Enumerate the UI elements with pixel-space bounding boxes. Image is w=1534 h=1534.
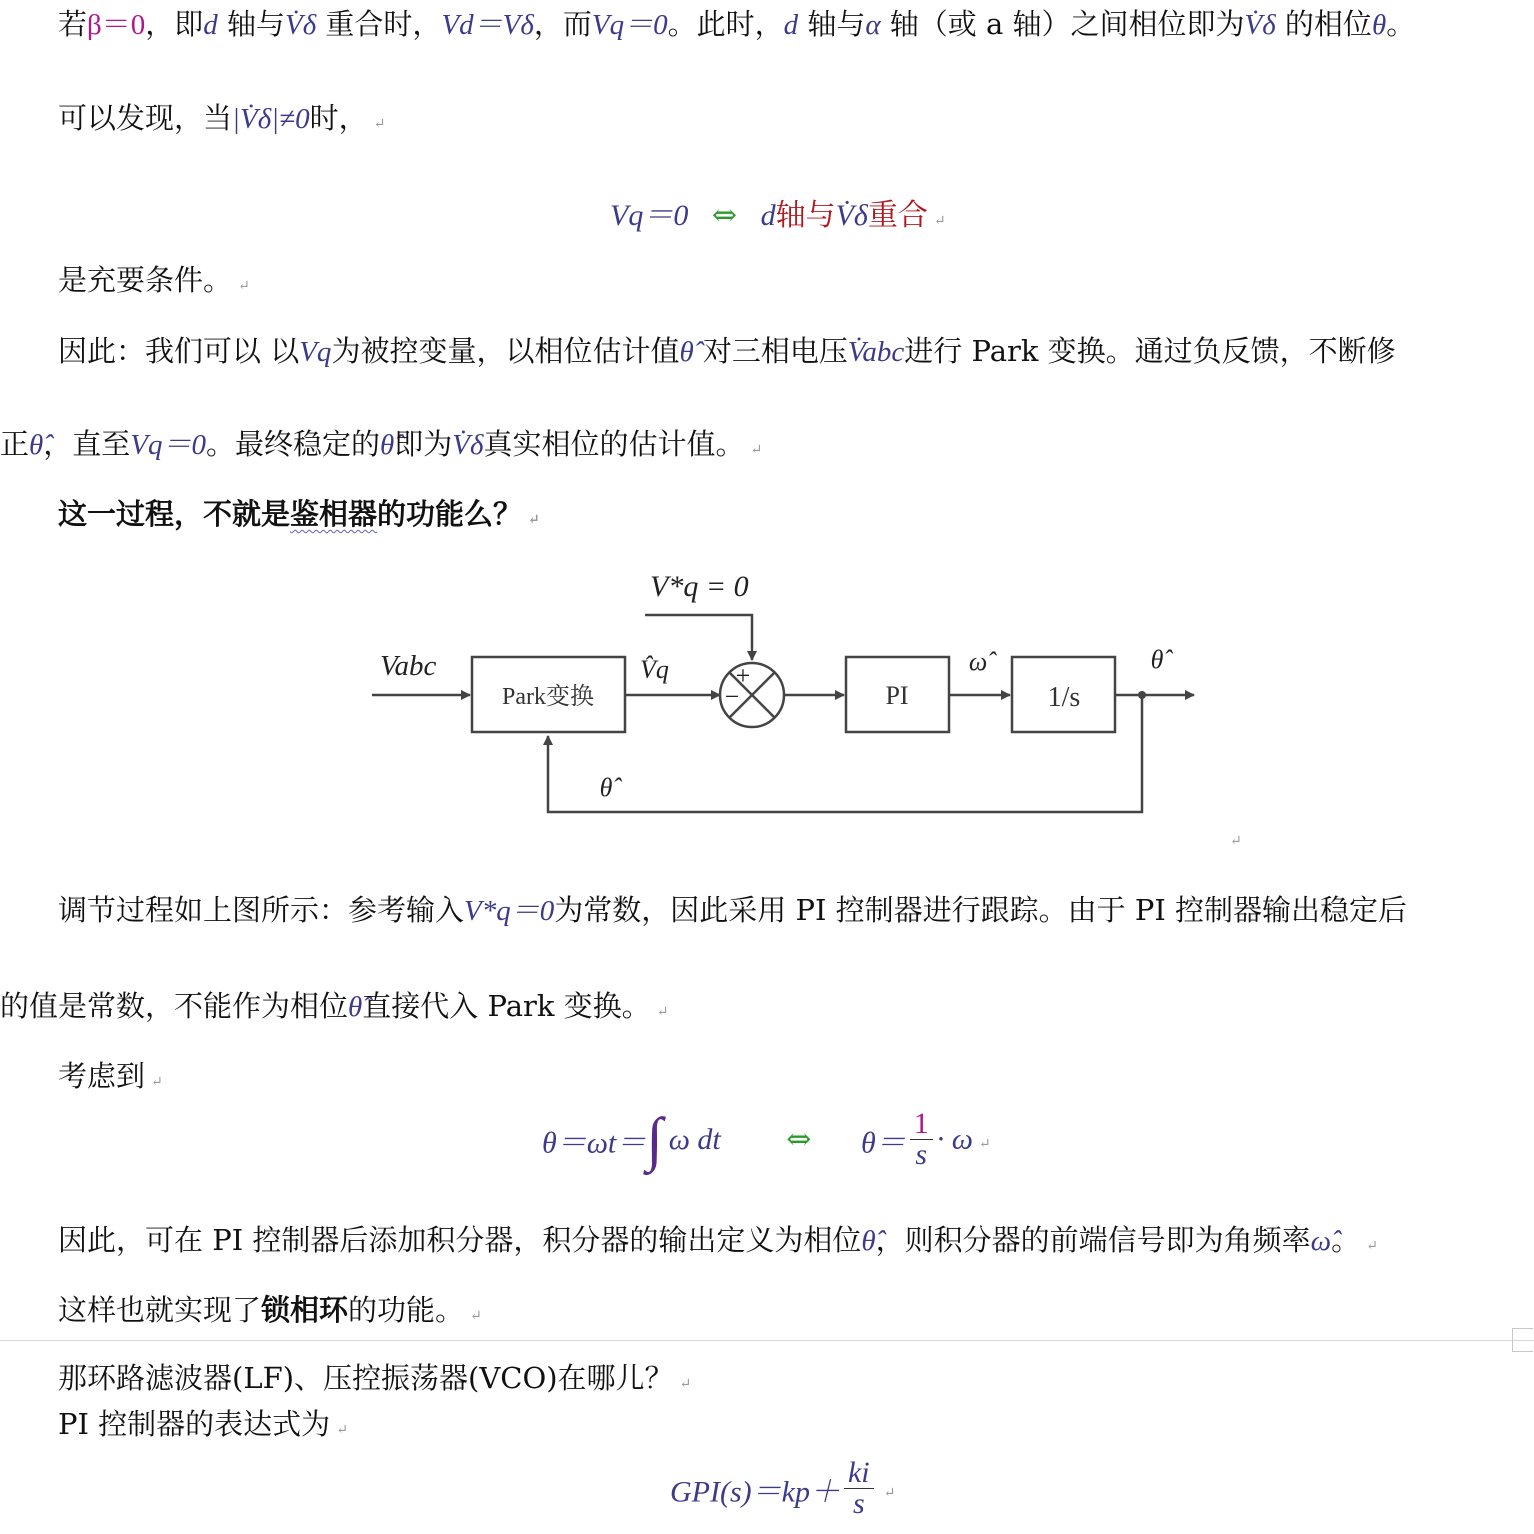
paragraph-5 (0, 424, 762, 470)
paragraph-mark: ↵ (750, 442, 763, 458)
math: V̇δ (835, 199, 868, 232)
text: 的相位 (1275, 7, 1372, 41)
text: 这一过程，不就是 (58, 497, 291, 531)
text: 为常数，因此采用 PI 控制器进行跟踪。由于 PI 控制器输出稳定后 (554, 893, 1408, 927)
math: V̇δ (285, 9, 317, 41)
paragraph-3 (58, 260, 250, 306)
fraction (844, 1458, 874, 1519)
paragraph-4 (58, 331, 1396, 372)
text: 的功能么？ (377, 497, 523, 531)
text: 的值是常数，不能作为相位 (0, 989, 349, 1023)
text: 进行 Park 变换。通过负反馈，不断修 (904, 334, 1396, 368)
paragraph-7 (58, 890, 1407, 931)
math: · ω (936, 1122, 973, 1156)
text: 那环路滤波器(LF)、压控振荡器(VCO)在哪儿？ (58, 1361, 674, 1395)
spellcheck-underlined-text: 鉴相器 (290, 497, 378, 531)
minus-sign: − (724, 682, 740, 711)
text: 可以发现，当 (58, 101, 233, 135)
text: 调节过程如上图所示：参考输入 (58, 893, 465, 927)
paragraph-mark: ↵ (151, 1074, 163, 1090)
text: 。此时， (667, 7, 784, 41)
text: 若 (58, 7, 88, 41)
reference-label: V*q = 0 (650, 570, 749, 603)
math: α (865, 9, 881, 41)
paragraph-mark: ↵ (336, 1422, 348, 1438)
text: 轴（或 a 轴）之间相位即为 (880, 7, 1245, 41)
text: 即为 (394, 427, 453, 461)
text: 真实相位的估计值。 (483, 427, 745, 461)
text: 这样也就实现了 (58, 1293, 262, 1327)
reference-arrow (645, 615, 752, 660)
integral-sign: ∫ (646, 1106, 663, 1172)
text: ，即 (145, 7, 204, 41)
text: 考虑到 (58, 1059, 146, 1093)
paragraph-mark: ↵ (679, 1376, 692, 1392)
text: 轴与 (217, 7, 286, 41)
math: V̇abc (847, 336, 905, 368)
math: ω dt (668, 1122, 721, 1156)
text: 直接代入 Park 变换。 (362, 989, 651, 1023)
math: θ (1371, 9, 1387, 41)
math: β＝0 (87, 9, 146, 41)
math: θ＝ (860, 1126, 906, 1160)
text: 时， (309, 101, 368, 135)
paragraph-mark: ↵ (883, 1484, 896, 1501)
math: d (203, 9, 218, 41)
pi-block-label: PI (885, 681, 909, 710)
integrator-label: 1/s (1047, 682, 1081, 713)
text: 正 (0, 427, 30, 461)
text: ，则积分器的前端信号即为角频率 (875, 1223, 1311, 1257)
text: 因此：我们可以 以 (58, 334, 300, 368)
text: 轴与 (798, 7, 866, 41)
paragraph-mark: ↵ (933, 213, 946, 229)
paragraph-mark: ↵ (373, 116, 386, 132)
math: θ̂ (679, 336, 694, 368)
text: 的功能。 (348, 1293, 465, 1327)
math: V*q＝0 (464, 895, 555, 927)
math: V̇δ (1244, 9, 1276, 41)
paragraph-10 (58, 1220, 1378, 1266)
iff-symbol: ⇔ (711, 198, 738, 233)
text: 为被控变量，以相位估计值 (331, 334, 680, 368)
paragraph-1 (58, 4, 1415, 45)
vq-hat-label: V̂q (640, 655, 669, 684)
text: ，而 (533, 7, 592, 41)
paragraph-mark: ↵ (978, 1135, 991, 1152)
page-break-line (0, 1340, 1534, 1341)
omega-hat-label: ω̂ (968, 647, 988, 676)
math: θ̂ (29, 429, 44, 461)
formula-pi-controller (670, 1458, 895, 1519)
plus-sign: + (735, 661, 751, 690)
park-block-label: Park变换 (502, 684, 594, 710)
input-label: Vabc (380, 650, 437, 682)
math: V̇δ (452, 429, 484, 461)
numerator: 1 (910, 1109, 933, 1140)
theta-output-label: θ̂ (1150, 645, 1164, 674)
paragraph-mark: ↵ (528, 512, 540, 528)
fraction (910, 1109, 933, 1170)
math: Vq＝0 (130, 429, 206, 461)
text: 因此，可在 PI 控制器后添加积分器，积分器的输出定义为相位 (58, 1223, 862, 1257)
paragraph-mark: ↵ (238, 278, 250, 294)
text: 是充要条件。 (58, 263, 233, 297)
text: 轴与 (775, 198, 836, 233)
math: Vq (299, 336, 332, 368)
math: d (783, 9, 799, 41)
text: PI 控制器的表达式为 (58, 1407, 331, 1441)
paragraph-9 (58, 1056, 163, 1102)
formula-integral (542, 1105, 991, 1174)
text: 重合 (867, 198, 928, 233)
paragraph-mark: ↵ (1366, 1238, 1378, 1254)
math: GPI(s)＝kp＋ (670, 1475, 840, 1509)
math: Vq＝0 (610, 199, 689, 232)
paragraph-12 (58, 1358, 691, 1404)
paragraph-6-question (58, 494, 540, 540)
paragraph-13 (58, 1404, 348, 1450)
paragraph-mark: ↵ (470, 1308, 482, 1324)
iff-symbol: ⇔ (786, 1122, 812, 1157)
denominator: s (852, 1487, 865, 1520)
paragraph-11 (58, 1290, 482, 1336)
math: θ＝ωt＝ (542, 1126, 647, 1160)
numerator: ki (844, 1458, 874, 1489)
math: θ̂ (380, 429, 395, 461)
paragraph-2 (58, 98, 385, 144)
text: 。 (1386, 7, 1416, 41)
paragraph-8 (0, 986, 668, 1032)
text: ，直至 (43, 427, 131, 461)
math: ω̂ (1310, 1225, 1332, 1257)
math: Vq＝0 (591, 9, 668, 41)
math: Vd＝Vδ (441, 9, 534, 41)
pll-block-diagram (360, 560, 1242, 849)
math: d (760, 199, 776, 232)
paragraph-mark: ↵ (1230, 834, 1242, 849)
theta-feedback-label: θ̂ (599, 773, 613, 802)
paragraph-mark: ↵ (656, 1004, 669, 1020)
text: 。最终稳定的 (206, 427, 381, 461)
text: 重合时， (316, 7, 442, 41)
bold-text: 锁相环 (261, 1293, 349, 1327)
page-corner-marker (1512, 1328, 1533, 1352)
math: |V̇δ|≠0 (232, 103, 310, 135)
formula-equivalence (610, 190, 946, 234)
text: 。 (1331, 1223, 1361, 1257)
branch-point (1138, 691, 1146, 699)
math: θ̂ (861, 1225, 876, 1257)
denominator: s (915, 1138, 928, 1171)
text: 对三相电压 (693, 334, 848, 368)
math: θ̂ (348, 991, 363, 1023)
